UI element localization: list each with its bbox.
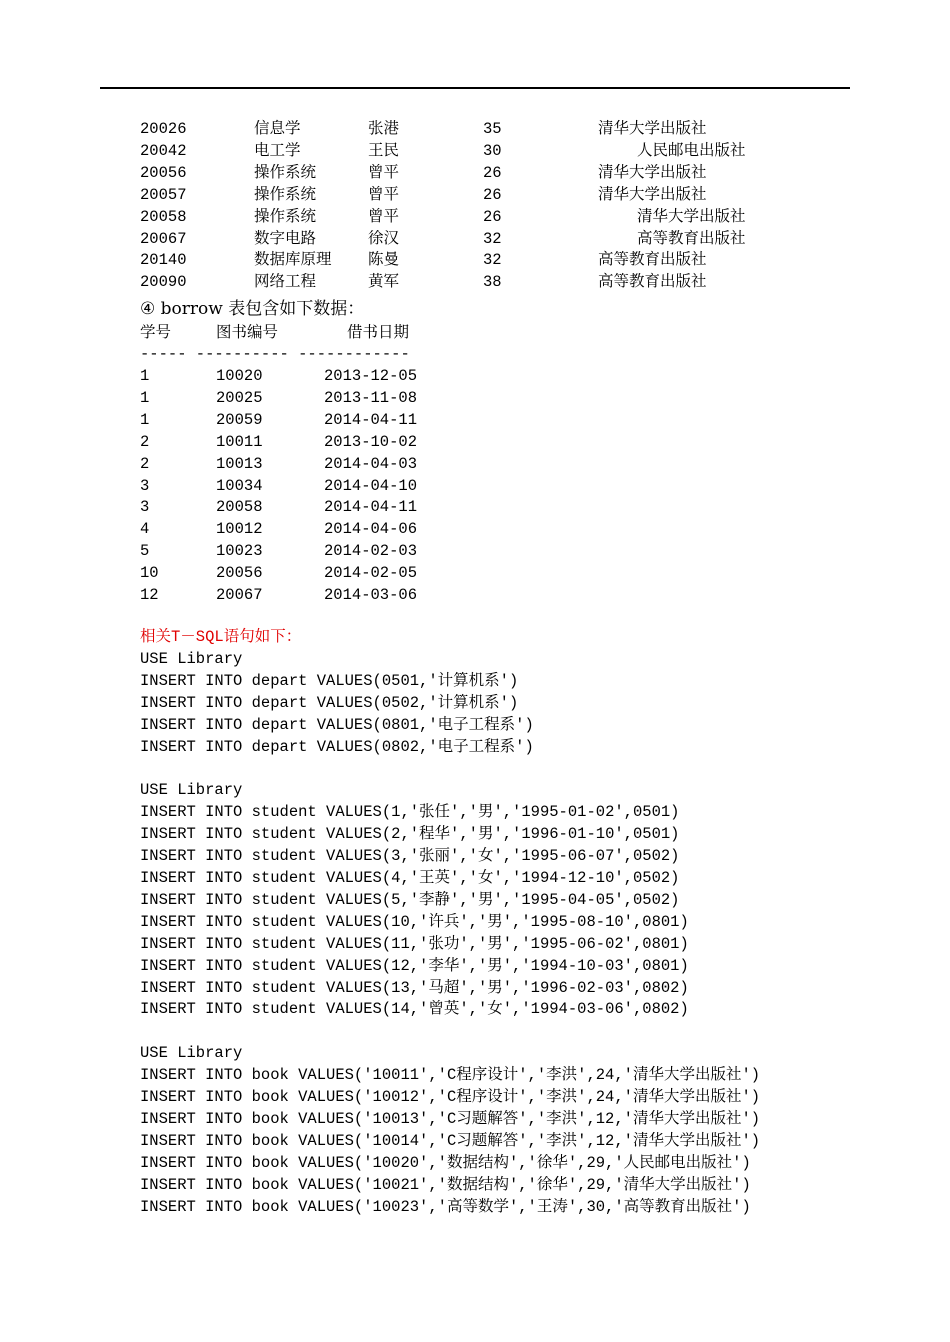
book-row bbox=[0, 162, 950, 184]
book-id-cell: 20140 bbox=[140, 251, 187, 270]
book-title-cell: 数据库原理 bbox=[254, 251, 332, 270]
borrow-header-date: 借书日期 bbox=[347, 323, 410, 341]
header-rule bbox=[100, 87, 850, 89]
book-publisher-cell: 清华大学出版社 bbox=[598, 163, 707, 182]
sql-line: INSERT INTO student VALUES(10,'许兵','男','1995-08-10',0801) bbox=[140, 912, 689, 931]
borrow-student-cell: 1 bbox=[140, 388, 150, 407]
book-row bbox=[0, 228, 950, 250]
borrow-row bbox=[0, 409, 950, 431]
book-id-cell: 20090 bbox=[140, 273, 187, 292]
book-id-cell: 20042 bbox=[140, 141, 187, 160]
sql-line: INSERT INTO student VALUES(13,'马超','男','1996-02-03',0802) bbox=[140, 978, 689, 997]
borrow-header-student: 学号 bbox=[140, 323, 172, 341]
book-title-cell: 操作系统 bbox=[254, 163, 317, 182]
borrow-date-cell: 2013-11-08 bbox=[324, 388, 418, 407]
borrow-row bbox=[0, 584, 950, 606]
borrow-book-cell: 10020 bbox=[216, 367, 263, 385]
borrow-row bbox=[0, 496, 950, 518]
sql-line: USE Library bbox=[140, 650, 243, 668]
sql-line: INSERT INTO book VALUES('10011','C程序设计','李洪',24,'清华大学出版社') bbox=[140, 1066, 761, 1085]
sql-line: INSERT INTO student VALUES(14,'曾英','女','1994-03-06',0802) bbox=[140, 1000, 689, 1019]
sql-line: INSERT INTO depart VALUES(0502,'计算机系') bbox=[140, 693, 519, 712]
book-author-cell: 曾平 bbox=[368, 185, 400, 204]
book-publisher-cell: 高等教育出版社 bbox=[637, 229, 746, 248]
sql-line: INSERT INTO book VALUES('10014','C习题解答','李洪',12,'清华大学出版社') bbox=[140, 1131, 761, 1150]
borrow-student-cell: 12 bbox=[140, 586, 159, 604]
book-title-cell: 操作系统 bbox=[254, 207, 317, 226]
book-author-cell: 陈曼 bbox=[368, 251, 400, 270]
borrow-row bbox=[0, 453, 950, 475]
borrow-row bbox=[0, 475, 950, 497]
borrow-book-cell: 20025 bbox=[216, 388, 263, 407]
borrow-book-cell: 20058 bbox=[216, 498, 263, 517]
sql-line: USE Library bbox=[140, 781, 243, 800]
borrow-date-cell: 2014-04-06 bbox=[324, 520, 418, 539]
sql-line: INSERT INTO depart VALUES(0802,'电子工程系') bbox=[140, 737, 534, 756]
book-row bbox=[0, 184, 950, 206]
borrow-book-cell: 10013 bbox=[216, 454, 263, 473]
sql-intro: 相关T－SQL语句如下： bbox=[140, 628, 302, 646]
book-publisher-cell: 人民邮电出版社 bbox=[637, 141, 746, 160]
borrow-student-cell: 3 bbox=[140, 498, 150, 517]
borrow-book-cell: 20059 bbox=[216, 410, 263, 429]
book-price-cell: 26 bbox=[483, 163, 502, 182]
sql-line: INSERT INTO book VALUES('10013','C习题解答','李洪',12,'清华大学出版社') bbox=[140, 1109, 761, 1128]
book-id-cell: 20056 bbox=[140, 163, 187, 182]
borrow-student-cell: 2 bbox=[140, 432, 150, 451]
borrow-student-cell: 3 bbox=[140, 476, 150, 495]
book-price-cell: 26 bbox=[483, 207, 502, 226]
book-price-cell: 32 bbox=[483, 229, 502, 248]
book-id-cell: 20067 bbox=[140, 229, 187, 248]
sql-line: INSERT INTO student VALUES(3,'张丽','女','1995-06-07',0502) bbox=[140, 847, 680, 866]
book-title-cell: 操作系统 bbox=[254, 185, 317, 204]
borrow-separator: ----- ---------- ------------ bbox=[140, 345, 410, 363]
sql-line: INSERT INTO book VALUES('10012','C程序设计','李洪',24,'清华大学出版社') bbox=[140, 1088, 761, 1106]
sql-line: INSERT INTO student VALUES(12,'李华','男','1994-10-03',0801) bbox=[140, 956, 689, 975]
borrow-book-cell: 10012 bbox=[216, 520, 263, 539]
book-row bbox=[0, 118, 950, 140]
book-author-cell: 徐汉 bbox=[368, 229, 400, 248]
borrow-student-cell: 1 bbox=[140, 367, 150, 385]
book-price-cell: 38 bbox=[483, 273, 502, 292]
book-row bbox=[0, 271, 950, 293]
sql-line: INSERT INTO student VALUES(4,'王英','女','1994-12-10',0502) bbox=[140, 869, 680, 887]
sql-line: INSERT INTO book VALUES('10020','数据结构','徐华',29,'人民邮电出版社') bbox=[140, 1153, 751, 1172]
book-author-cell: 曾平 bbox=[368, 163, 400, 182]
borrow-row bbox=[0, 540, 950, 562]
book-publisher-cell: 高等教育出版社 bbox=[598, 251, 707, 270]
borrow-date-cell: 2014-02-05 bbox=[324, 564, 418, 583]
book-id-cell: 20058 bbox=[140, 207, 187, 226]
book-author-cell: 曾平 bbox=[368, 207, 400, 226]
borrow-row bbox=[0, 518, 950, 540]
sql-line: INSERT INTO student VALUES(1,'张任','男','1995-01-02',0501) bbox=[140, 803, 680, 822]
book-price-cell: 30 bbox=[483, 141, 502, 160]
book-row bbox=[0, 249, 950, 271]
borrow-book-cell: 20067 bbox=[216, 586, 263, 604]
book-title-cell: 电工学 bbox=[254, 141, 301, 160]
book-author-cell: 张港 bbox=[368, 120, 400, 138]
sql-line: INSERT INTO depart VALUES(0501,'计算机系') bbox=[140, 671, 519, 690]
book-author-cell: 黄军 bbox=[368, 273, 400, 292]
borrow-student-cell: 10 bbox=[140, 564, 159, 583]
borrow-student-cell: 5 bbox=[140, 542, 150, 561]
borrow-header-row bbox=[0, 321, 950, 343]
book-title-cell: 数字电路 bbox=[254, 229, 317, 248]
sql-line: INSERT INTO student VALUES(2,'程华','男','1996-01-10',0501) bbox=[140, 825, 680, 844]
borrow-book-cell: 20056 bbox=[216, 564, 263, 583]
borrow-date-cell: 2013-12-05 bbox=[324, 367, 418, 385]
borrow-row bbox=[0, 562, 950, 584]
borrow-student-cell: 2 bbox=[140, 454, 150, 473]
borrow-date-cell: 2013-10-02 bbox=[324, 432, 418, 451]
sql-line: USE Library bbox=[140, 1044, 243, 1063]
sql-line: INSERT INTO book VALUES('10023','高等数学','王涛',30,'高等教育出版社') bbox=[140, 1197, 751, 1216]
book-id-cell: 20026 bbox=[140, 120, 187, 138]
book-price-cell: 32 bbox=[483, 251, 502, 270]
borrow-date-cell: 2014-02-03 bbox=[324, 542, 418, 561]
sql-line: INSERT INTO student VALUES(11,'张功','男','1995-06-02',0801) bbox=[140, 934, 689, 953]
borrow-date-cell: 2014-04-11 bbox=[324, 498, 418, 517]
borrow-date-cell: 2014-04-11 bbox=[324, 410, 418, 429]
borrow-row bbox=[0, 431, 950, 453]
book-row bbox=[0, 140, 950, 162]
sql-line: INSERT INTO book VALUES('10021','数据结构','徐华',29,'清华大学出版社') bbox=[140, 1175, 751, 1194]
borrow-date-cell: 2014-04-10 bbox=[324, 476, 418, 495]
book-author-cell: 王民 bbox=[368, 141, 400, 160]
borrow-row bbox=[0, 387, 950, 409]
borrow-student-cell: 1 bbox=[140, 410, 150, 429]
book-publisher-cell: 清华大学出版社 bbox=[637, 207, 746, 226]
borrow-date-cell: 2014-04-03 bbox=[324, 454, 418, 473]
borrow-book-cell: 10023 bbox=[216, 542, 263, 561]
borrow-row bbox=[0, 365, 950, 387]
borrow-heading: ④ borrow 表包含如下数据： bbox=[140, 299, 365, 319]
book-row bbox=[0, 206, 950, 228]
book-publisher-cell: 清华大学出版社 bbox=[598, 120, 707, 138]
sql-line: INSERT INTO depart VALUES(0801,'电子工程系') bbox=[140, 715, 534, 734]
borrow-book-cell: 10011 bbox=[216, 432, 263, 451]
borrow-date-cell: 2014-03-06 bbox=[324, 586, 418, 604]
borrow-book-cell: 10034 bbox=[216, 476, 263, 495]
book-publisher-cell: 清华大学出版社 bbox=[598, 185, 707, 204]
book-id-cell: 20057 bbox=[140, 185, 187, 204]
book-title-cell: 网络工程 bbox=[254, 273, 317, 292]
borrow-header-book: 图书编号 bbox=[216, 323, 279, 341]
sql-line: INSERT INTO student VALUES(5,'李静','男','1995-04-05',0502) bbox=[140, 890, 680, 909]
book-price-cell: 35 bbox=[483, 120, 502, 138]
book-title-cell: 信息学 bbox=[254, 120, 301, 138]
book-price-cell: 26 bbox=[483, 185, 502, 204]
book-publisher-cell: 高等教育出版社 bbox=[598, 273, 707, 292]
borrow-student-cell: 4 bbox=[140, 520, 150, 539]
